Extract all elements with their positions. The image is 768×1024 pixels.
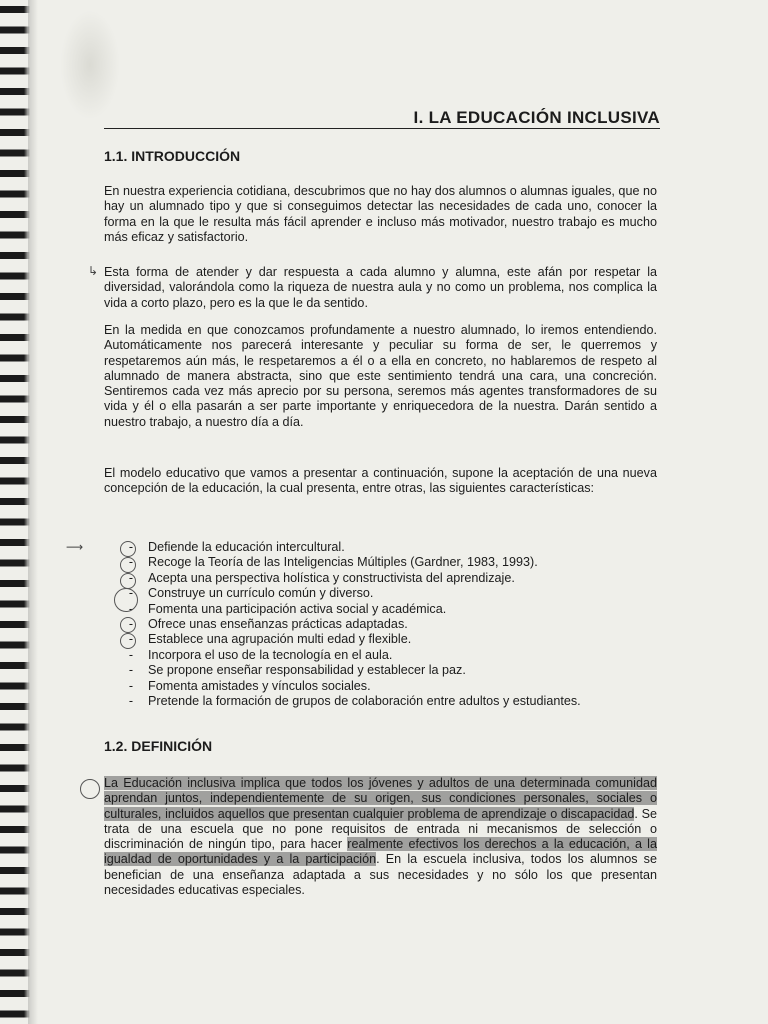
list-item: - Pretende la formación de grupos de colaboración entre adultos y estudiantes. (124, 694, 660, 709)
list-item: - Acepta una perspectiva holística y constructivista del aprendizaje. (124, 571, 660, 586)
paragraph-4: El modelo educativo que vamos a presentar a continuación, supone la aceptación de una nueva concepción de la educación, la cual presenta, entre otras, las siguientes características: (104, 466, 657, 496)
circle-mark-icon (120, 570, 136, 589)
dash-bullet: - (128, 555, 134, 570)
chapter-title: I. LA EDUCACIÓN INCLUSIVA (413, 108, 660, 127)
list-item: - Defiende la educación intercultural. (124, 540, 660, 555)
section-heading-introduccion: 1.1. INTRODUCCIÓN (104, 148, 241, 164)
circle-mark-icon (120, 617, 136, 633)
dash-bullet: - (128, 540, 134, 554)
document-page (104, 0, 660, 1024)
characteristics-list (124, 540, 660, 709)
circle-mark-icon (114, 588, 138, 612)
binding-shadow (28, 0, 38, 1024)
arrow-mark-icon: ⟶ (66, 540, 84, 554)
circle-mark-icon (120, 541, 136, 557)
circle-mark-icon (120, 557, 136, 573)
pen-mark-icon: ↳ (88, 264, 99, 278)
paragraph-1: En nuestra experiencia cotidiana, descubrimos que no hay dos alumnos o alumnas iguales, que no hay un alumnado tipo y que si conseguimos detectar las necesidades de cada uno, conocer la forma en la que le resulta más fácil aprender e incluso más motivador, nuestro trabajo es mucho más eficaz y satisfactorio. (104, 184, 657, 244)
paragraph-2: Esta forma de atender y dar respuesta a cada alumno y alumna, este afán por respetar la diversidad, valorándola como la riqueza de nuestra aula y no como un problema, nos complica la vida a corto plazo, pero es la que le da sentido. (104, 265, 657, 310)
dash-bullet: - (128, 617, 134, 632)
dash-bullet: - (128, 570, 134, 585)
list-item: - Fomenta una participación activa social y académica. (124, 602, 660, 617)
definition-paragraph: La Educación inclusiva implica que todos los jóvenes y adultos de una determinada comunidad aprendan juntos, independientemente de su origen, sus condiciones personales, sociales o culturales, incluidos aquellos que presentan cualquier problema de aprendizaje o discapacidad. Se trata de una escuela que no pone requisitos de entrada ni mecanismos de selección o discriminación de ningún tipo, para hacer realmente efectivos los derechos a la educación, a la igualdad de oportunidades y a la participación. En la escuela inclusiva, todos los alumnos se benefician de una enseñanza adaptada a sus necesidades y no sólo los que presentan necesidades educativas especiales. (104, 776, 657, 898)
dash-bullet: - (128, 678, 134, 693)
list-item: - Construye un currículo común y diverso. (124, 586, 660, 601)
title-rule (104, 128, 660, 129)
list-item: - Establece una agrupación multi edad y flexible. (124, 632, 660, 647)
dash-bullet: - (128, 632, 134, 647)
highlighted-text: realmente efectivos los derechos a la educación, a la igualdad de oportunidades y a la participación (104, 837, 657, 867)
section-heading-definicion: 1.2. DEFINICIÓN (104, 738, 213, 754)
circle-mark-icon (80, 779, 100, 799)
dash-bullet: - (128, 647, 134, 662)
list-item: - Incorpora el uso de la tecnología en el aula. (124, 648, 660, 663)
dash-bullet: - (128, 694, 134, 709)
list-item: - Fomenta amistades y vínculos sociales. (124, 679, 660, 694)
dash-bullet: - (128, 586, 134, 601)
paragraph-3: En la medida en que conozcamos profundamente a nuestro alumnado, lo iremos entendiendo. Automáticamente nos parecerá interesante y peculiar su forma de ser, le querremos y respetaremos aún más, le respetaremos a él o a ella en concreto, no hablaremos de respeto al alumnado de manera abstracta, sino que este sentimiento tendrá una cara, una concreción. Sentiremos cada vez más aprecio por su persona, seremos más agentes transformadores de su vida y él o ella pasarán a ser parte importante y enriquecedora de la nuestra. Darán sentido a nuestro trabajo, a nuestro día a día. (104, 323, 657, 429)
list-item: - Recoge la Teoría de las Inteligencias Múltiples (Gardner, 1983, 1993). (124, 555, 660, 570)
dash-bullet: - (128, 663, 134, 678)
highlighted-text: La Educación inclusiva implica que todos los jóvenes y adultos de una determinada comunidad aprendan juntos, independientemente de su origen, sus condiciones personales, sociales o culturales, incluidos aquellos que presentan cualquier problema de aprendizaje o discapacidad (104, 776, 657, 821)
circle-mark-icon (120, 633, 136, 649)
list-item: - Se propone enseñar responsabilidad y establecer la paz. (124, 663, 660, 678)
list-item: - Ofrece unas enseñanzas prácticas adaptadas. (124, 617, 660, 632)
dash-bullet: - (128, 601, 134, 616)
